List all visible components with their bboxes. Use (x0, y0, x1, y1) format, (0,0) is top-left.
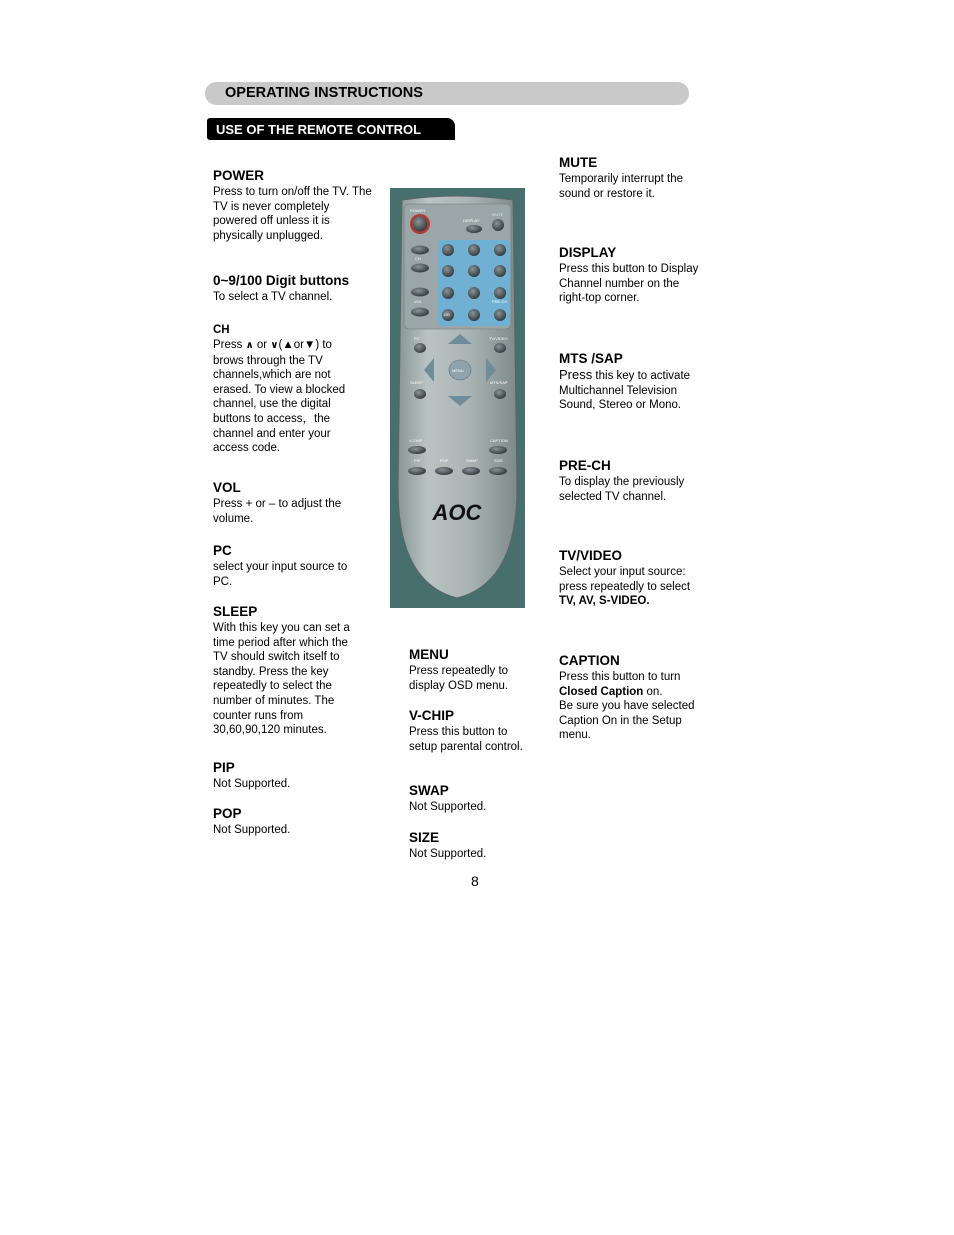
page-number: 8 (471, 873, 479, 889)
prech-section (559, 458, 704, 504)
tvvideo-section (559, 548, 704, 609)
caption-title: CAPTION (559, 653, 620, 668)
size-title: SIZE (409, 830, 440, 845)
menu-text: Press repeatedly to display OSD menu. (409, 665, 509, 692)
pc-text: select your input source to PC. (213, 561, 348, 588)
remote-vol-label: VOL (414, 299, 423, 304)
remote-mtssap-label: MTS/SAP (490, 380, 508, 385)
remote-pop-label: POP (440, 458, 449, 463)
mute-text: Temporarily interrupt the sound or restore it. (559, 173, 683, 200)
prech-title: PRE-CH (559, 458, 611, 473)
remote-brand-logo: AOC (432, 500, 482, 525)
vchip-text: Press this button to setup parental control. (409, 726, 523, 753)
menu-title: MENU (409, 647, 449, 662)
remote-vchip-label: V-CHIP (409, 438, 423, 443)
vol-section (213, 480, 363, 526)
digits-title: 0~9/100 Digit buttons (213, 273, 350, 288)
pip-section (213, 760, 363, 792)
mute-title: MUTE (559, 155, 598, 170)
pop-text: Not Supported. (213, 824, 291, 836)
display-text: Press this button to Display Channel number on the right-top corner. (559, 263, 699, 305)
tvvideo-title: TV/VIDEO (559, 548, 623, 563)
digits-section (213, 273, 373, 305)
ch-section (213, 323, 361, 456)
caption-text-1: Press this button to turn (559, 671, 681, 683)
tvvideo-text-bold: TV, AV, S-VIDEO. (559, 595, 650, 608)
pip-text: Not Supported. (213, 778, 291, 790)
caption-section (559, 653, 704, 743)
remote-prech-label: PRE-CH (492, 299, 508, 304)
mts-text-body: this key to activate Multichannel Television Sound, Stereo or Mono. (559, 370, 691, 412)
caption-text-bold: Closed Caption (559, 685, 644, 698)
ch-text-1a: Press (213, 339, 246, 351)
swap-text: Not Supported. (409, 801, 487, 813)
ch-title: CH (213, 324, 230, 336)
mts-press: Press (559, 367, 593, 382)
mts-section (559, 351, 704, 413)
remote-display-label: DISPLAY (463, 218, 480, 223)
ch-text (213, 338, 361, 456)
caption-text-3: Be sure you have selected Caption On in the Setup menu. (559, 700, 695, 742)
power-section (213, 168, 373, 243)
section-header-bar (205, 82, 689, 105)
ch-text-1e: ) to (315, 339, 332, 351)
section-header-title: OPERATING INSTRUCTIONS (225, 85, 423, 101)
ch-down-triangle-icon: ▼ (303, 339, 316, 351)
swap-title: SWAP (409, 783, 449, 798)
remote-ch-label: CH (415, 256, 421, 261)
remote-tvvideo-label: TV/VIDEO (489, 336, 508, 341)
mts-text (559, 368, 704, 413)
vchip-section (409, 708, 524, 754)
caption-text (559, 670, 704, 699)
size-text: Not Supported. (409, 848, 487, 860)
power-title: POWER (213, 168, 265, 183)
tvvideo-text (559, 565, 704, 609)
sleep-section (213, 604, 365, 738)
ch-down-glyph: ∨ (270, 340, 279, 351)
pc-section (213, 543, 363, 589)
ch-up-triangle-icon: ▲ (282, 339, 294, 351)
sleep-text: With this key you can set a time period after which the TV should switch itself to standby. Press the key repeatedly to select the number of minutes. The counter runs from 30,60,90,120 minutes. (213, 622, 350, 737)
ch-text-1d: or (293, 339, 304, 351)
display-section (559, 245, 704, 306)
remote-power-label: POWER (410, 208, 426, 213)
ch-text-1c: ( (278, 339, 283, 351)
subsection-header-title: USE OF THE REMOTE CONTROL (216, 122, 422, 137)
pip-title: PIP (213, 760, 235, 775)
caption-text-2: on. (643, 685, 663, 698)
ch-text-1b: or (253, 339, 271, 351)
remote-caption-label: CAPTION (490, 438, 508, 443)
remote-100-label: 100 (443, 312, 450, 317)
digits-text: To select a TV channel. (213, 291, 333, 303)
menu-section (409, 647, 524, 693)
mute-section (559, 155, 704, 201)
pc-title: PC (213, 543, 232, 558)
ch-up-glyph: ∧ (245, 340, 254, 351)
prech-text: To display the previously selected TV channel. (559, 476, 685, 503)
power-text: Press to turn on/off the TV. The TV is never completely powered off unless it is physically unplugged. (213, 186, 372, 242)
remote-swap-label: SWAP (466, 458, 478, 463)
remote-size-label: SIZE (494, 458, 503, 463)
vol-title: VOL (213, 480, 241, 495)
remote-menu-label: MENU (452, 368, 464, 373)
ch-text-rest: brows through the TV channels,which are not erased. To view a blocked channel, use the digital buttons to access，the channel and enter your access code. (213, 354, 346, 455)
subsection-header-bar (207, 118, 455, 140)
remote-control-image (390, 188, 525, 608)
pop-title: POP (213, 806, 242, 821)
pop-section (213, 806, 363, 838)
remote-sleep-label: SLEEP (410, 380, 423, 385)
remote-pip-label: PIP (414, 458, 421, 463)
vchip-title: V-CHIP (409, 708, 455, 723)
mts-title: MTS /SAP (559, 351, 623, 366)
display-title: DISPLAY (559, 245, 617, 260)
remote-pc-label: PC (414, 336, 420, 341)
size-section (409, 830, 524, 862)
tvvideo-text-body: Select your input source: press repeatedly to select (559, 566, 691, 593)
vol-text: Press + or – to adjust the volume. (213, 498, 342, 525)
sleep-title: SLEEP (213, 604, 258, 619)
swap-section (409, 783, 524, 815)
remote-mute-label: MUTE (492, 212, 504, 217)
